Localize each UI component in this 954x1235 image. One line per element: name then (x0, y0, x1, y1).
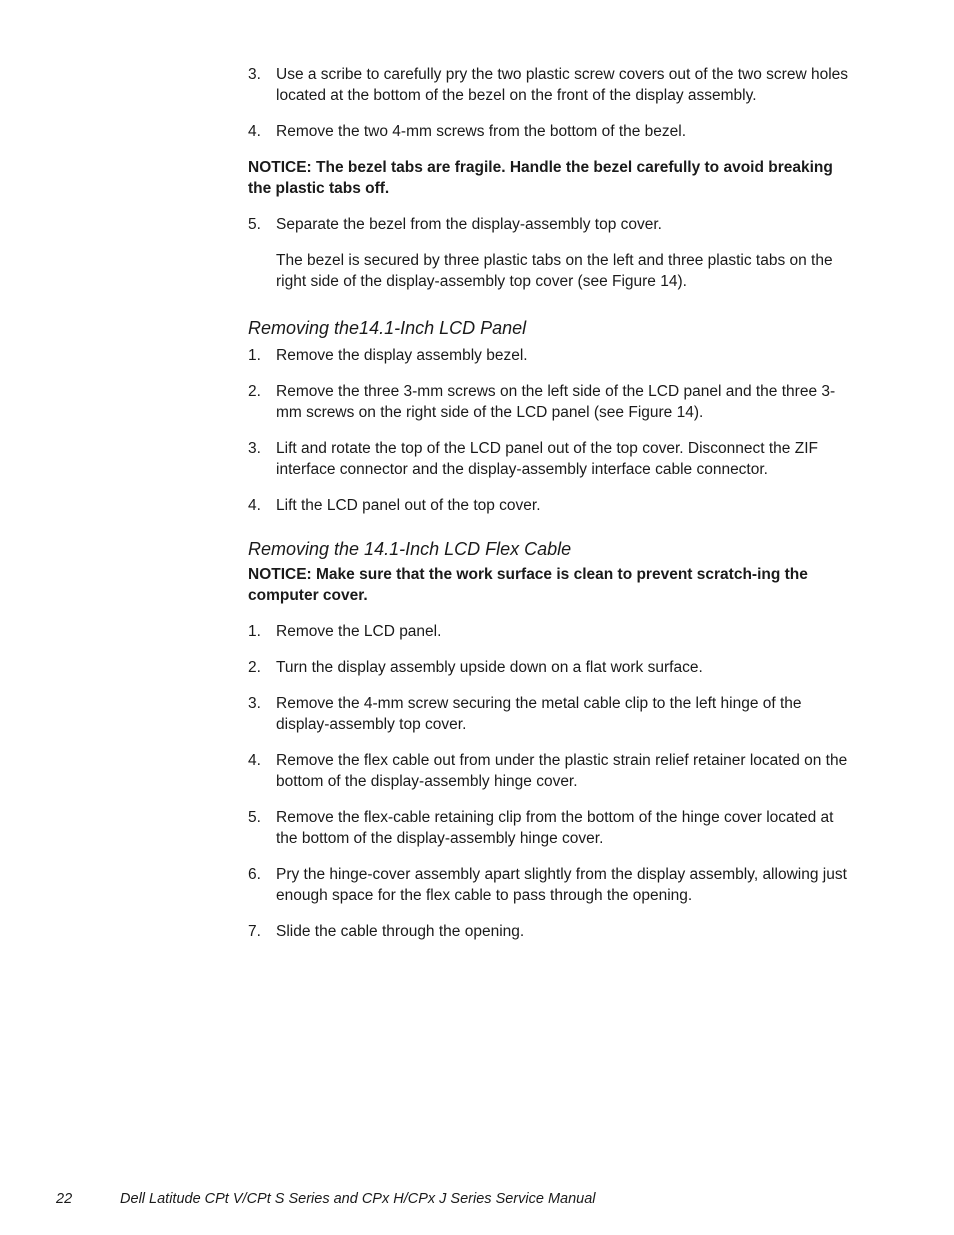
notice-work-surface: NOTICE: Make sure that the work surface is clean to prevent scratch-ing the computer cover. (248, 566, 808, 604)
list-item (248, 921, 848, 942)
list-item (248, 64, 848, 106)
list-item (248, 864, 848, 906)
step-text: Separate the bezel from the display-assembly top cover. (276, 216, 662, 233)
step-text: Slide the cable through the opening. (276, 923, 525, 940)
step-number: 1. (248, 623, 261, 640)
step-text: Remove the three 3-mm screws on the left side of the LCD panel and the three 3-mm screws on the right side of the LCD panel (see Figure 14). (276, 383, 836, 421)
step-number: 4. (248, 497, 261, 514)
step-text: Lift and rotate the top of the LCD panel out of the top cover. Disconnect the ZIF interface connector and the display-assembly interface cable connector. (276, 440, 818, 478)
page-number: 22 (56, 1191, 73, 1207)
step-number: 5. (248, 809, 261, 826)
step-text: Remove the display assembly bezel. (276, 347, 528, 364)
step-number: 4. (248, 123, 261, 140)
list-item (248, 438, 848, 480)
step-note-paragraph: The bezel is secured by three plastic tabs on the left and three plastic tabs on the right side of the display-assembly top cover (see Figure 14). (276, 252, 833, 290)
step-number: 1. (248, 347, 261, 364)
step-text: Lift the LCD panel out of the top cover. (276, 497, 541, 514)
list-item (248, 345, 848, 366)
step-text: Remove the flex-cable retaining clip from the bottom of the hinge cover located at the bottom of the display-assembly hinge cover. (276, 809, 834, 847)
step-text: Use a scribe to carefully pry the two plastic screw covers out of the two screw holes located at the bottom of the bezel on the front of the display assembly. (276, 66, 849, 104)
step-number: 7. (248, 923, 261, 940)
step-text: Remove the flex cable out from under the plastic strain relief retainer located on the bottom of the display-assembly hinge cover. (276, 752, 848, 790)
page-footer (56, 1189, 596, 1209)
step-number: 4. (248, 752, 261, 769)
section-heading-flex-cable: Removing the 14.1-Inch LCD Flex Cable (248, 539, 572, 559)
step-number: 5. (248, 216, 261, 233)
list-item (248, 621, 848, 642)
list-item (248, 381, 848, 423)
list-item (248, 693, 848, 735)
step-number: 3. (248, 695, 261, 712)
step-text: Remove the two 4-mm screws from the bottom of the bezel. (276, 123, 687, 140)
step-number: 6. (248, 866, 261, 883)
step-number: 2. (248, 383, 261, 400)
step-number: 3. (248, 440, 261, 457)
page-content (248, 64, 848, 957)
step-text: Remove the 4-mm screw securing the metal cable clip to the left hinge of the display-assembly top cover. (276, 695, 802, 733)
list-item (248, 214, 848, 235)
step-text: Turn the display assembly upside down on a flat work surface. (276, 659, 703, 676)
list-item (248, 807, 848, 849)
step-text: Remove the LCD panel. (276, 623, 442, 640)
list-item (248, 121, 848, 142)
manual-title: Dell Latitude CPt V/CPt S Series and CPx H/CPx J Series Service Manual (120, 1191, 596, 1207)
notice-bezel-tabs: NOTICE: The bezel tabs are fragile. Handle the bezel carefully to avoid breaking the plastic tabs off. (248, 159, 833, 197)
step-number: 3. (248, 66, 261, 83)
list-item (248, 495, 848, 516)
section-heading-lcd-panel: Removing the14.1-Inch LCD Panel (248, 318, 527, 338)
step-text: Pry the hinge-cover assembly apart slightly from the display assembly, allowing just enough space for the flex cable to pass through the opening. (276, 866, 847, 904)
list-item (248, 750, 848, 792)
list-item (248, 657, 848, 678)
step-number: 2. (248, 659, 261, 676)
